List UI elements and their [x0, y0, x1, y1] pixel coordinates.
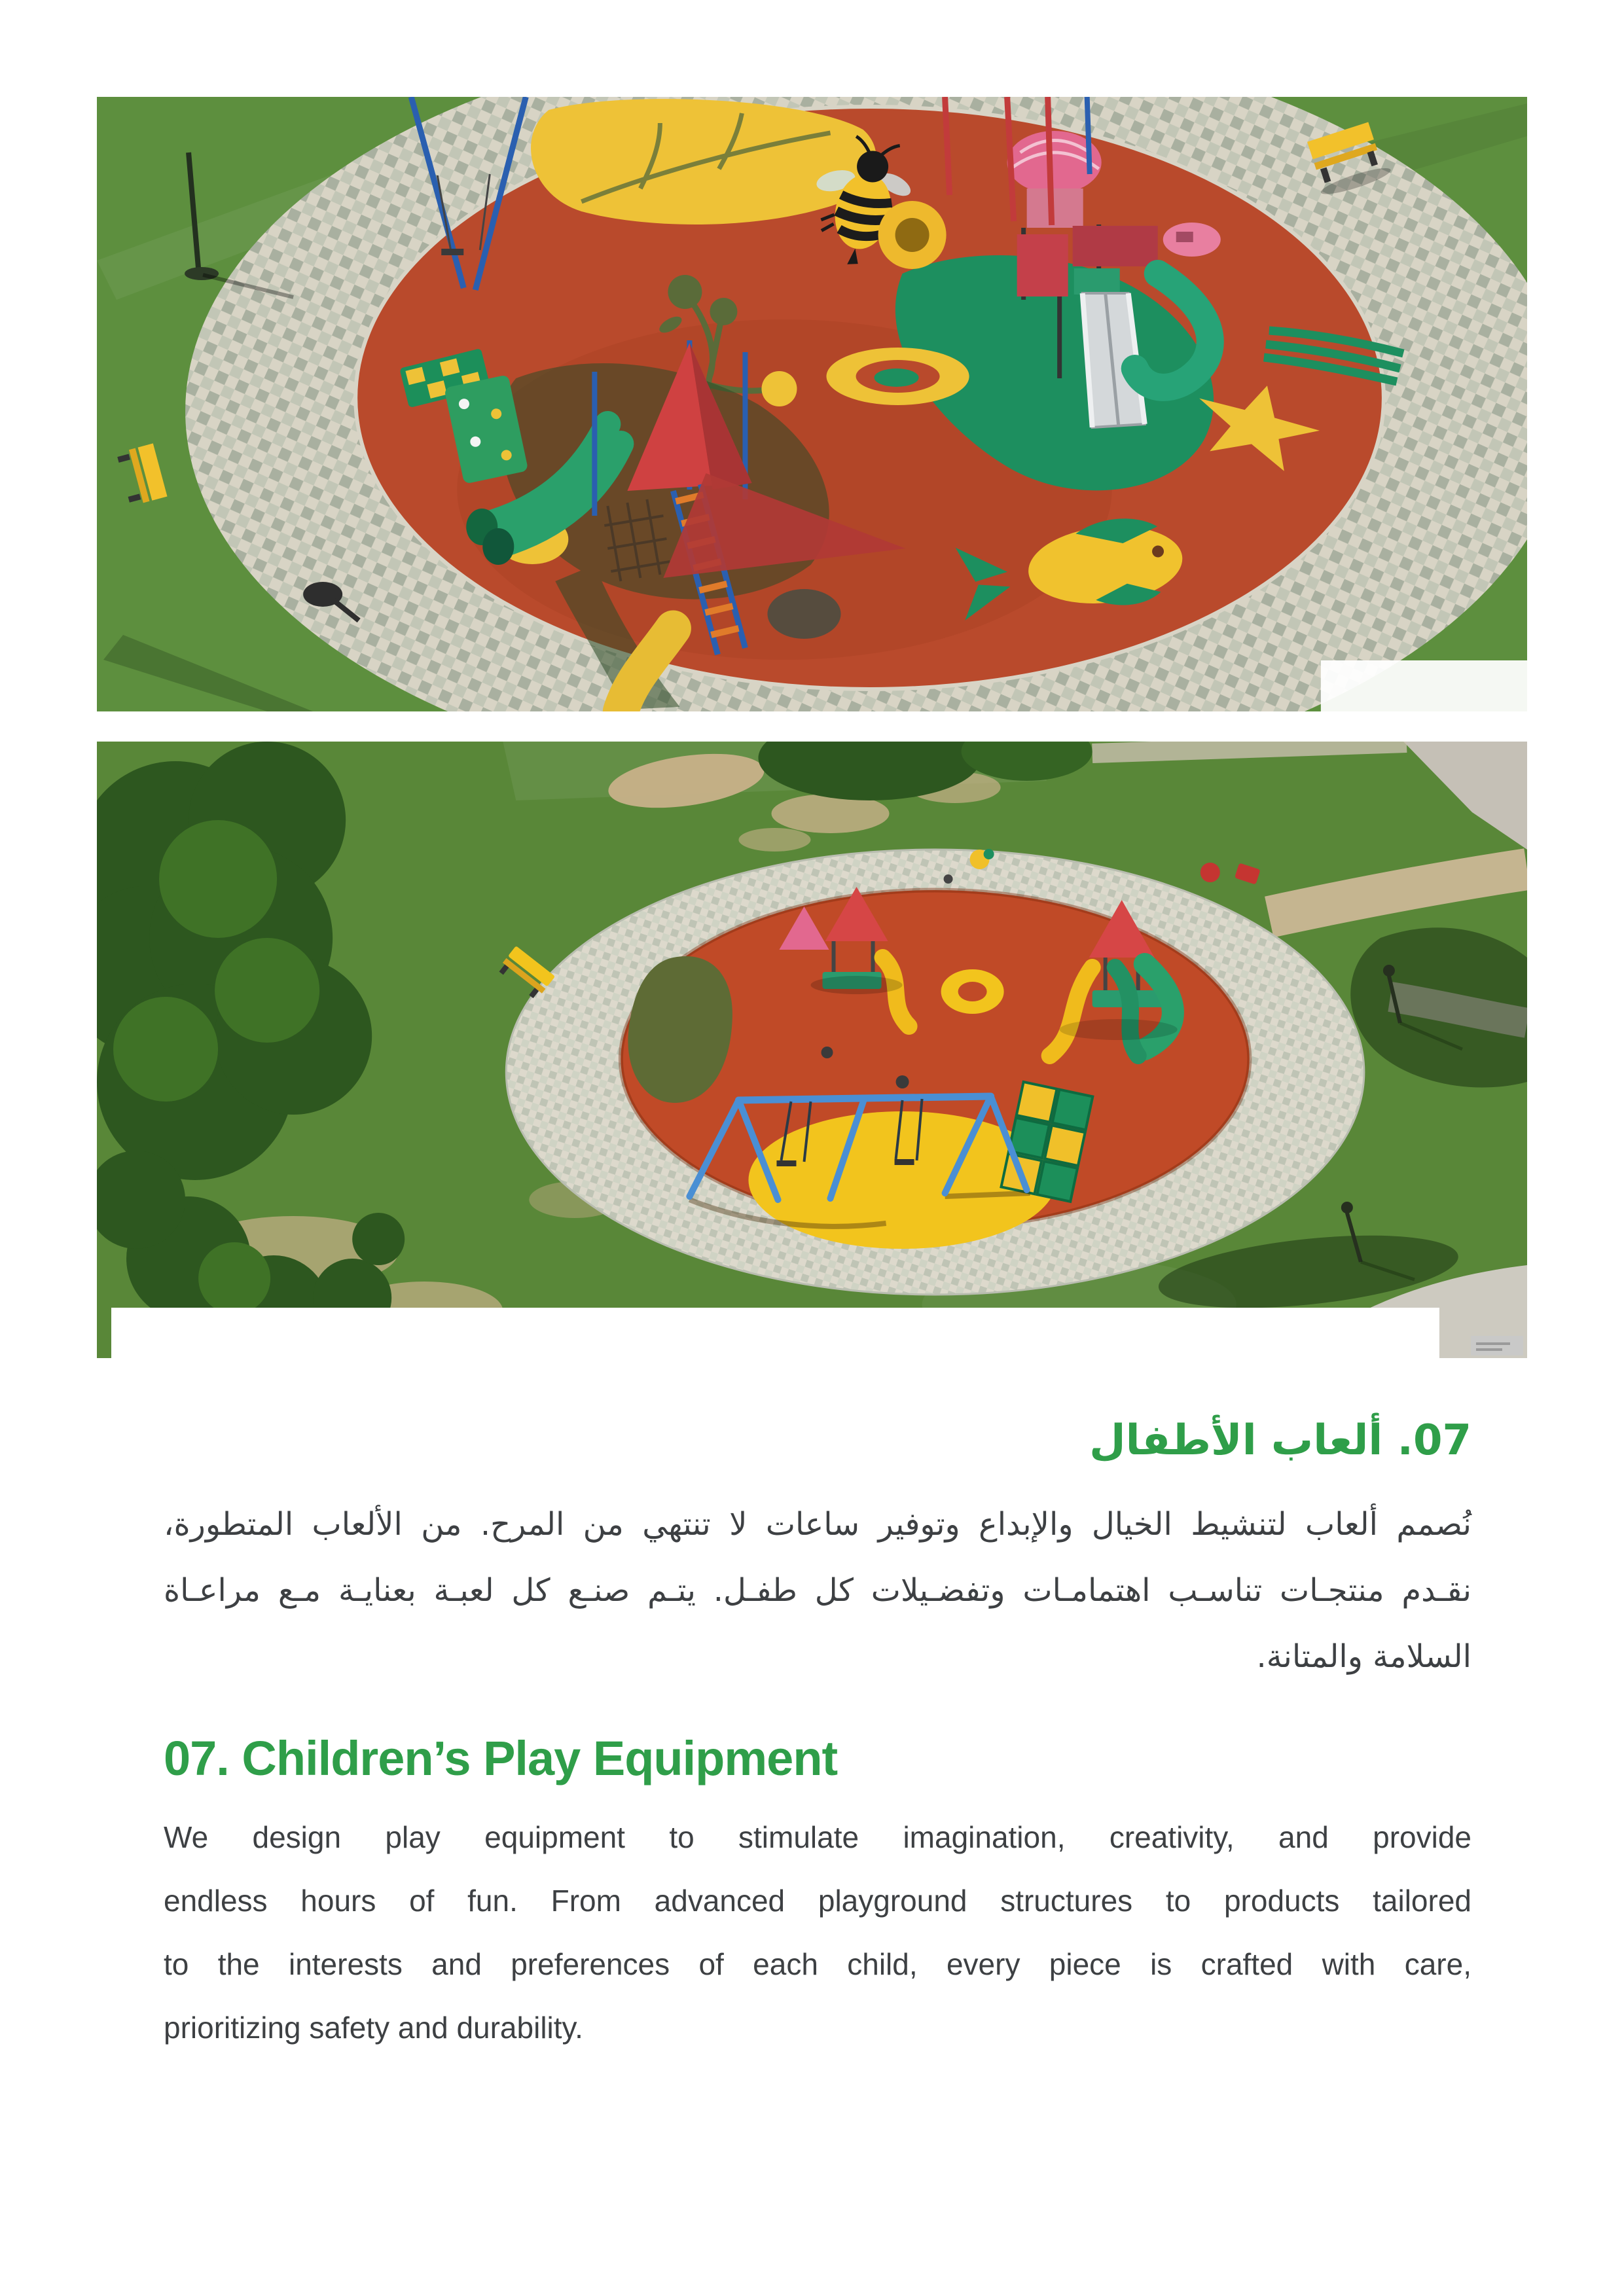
dark-dot-decal [767, 589, 840, 639]
english-section [164, 1731, 1471, 2060]
english-paragraph-line: endless hours of fun. From advanced playground structures to products tailored [164, 1884, 1471, 1918]
english-paragraph-line: to the interests and preferences of each child, every piece is crafted with care, [164, 1947, 1471, 1981]
watermark [1471, 1336, 1523, 1355]
photo-corner-overlay [1321, 660, 1527, 711]
arabic-paragraph-line: نُصمم ألعاب لتنشيط الخيال والإبداع وتوفير ساعات لا تنتهي من المرح. من الألعاب المتطورة، [164, 1506, 1471, 1543]
playground-photo-top [97, 97, 1527, 711]
arabic-paragraph-line: السلامة والمتانة. [1256, 1638, 1471, 1675]
ring-decal [941, 969, 1004, 1014]
arabic-heading: 07. ألعاب الأطفال [1089, 1416, 1471, 1465]
english-paragraph-line: We design play equipment to stimulate imagination, creativity, and provide [164, 1820, 1471, 1854]
arabic-section [164, 1416, 1471, 1690]
leaf-decal [531, 99, 876, 224]
playground-photo-top-illustration [97, 97, 1527, 711]
english-paragraph-line: prioritizing safety and durability. [164, 2011, 583, 2045]
playground-photo-bottom [97, 742, 1527, 1358]
arabic-paragraph-line: نقـدم منتجـات تناسـب اهتمامـات وتفضـيلات كل طفـل. يتـم صنـع كل لعبـة بعنايـة مـع مراعـاة [164, 1572, 1471, 1609]
english-heading: 07. Children’s Play Equipment [164, 1731, 838, 1785]
playground-photo-bottom-illustration [97, 742, 1527, 1358]
rings-decal [827, 348, 969, 405]
photo-bottom-overlay [111, 1308, 1439, 1358]
